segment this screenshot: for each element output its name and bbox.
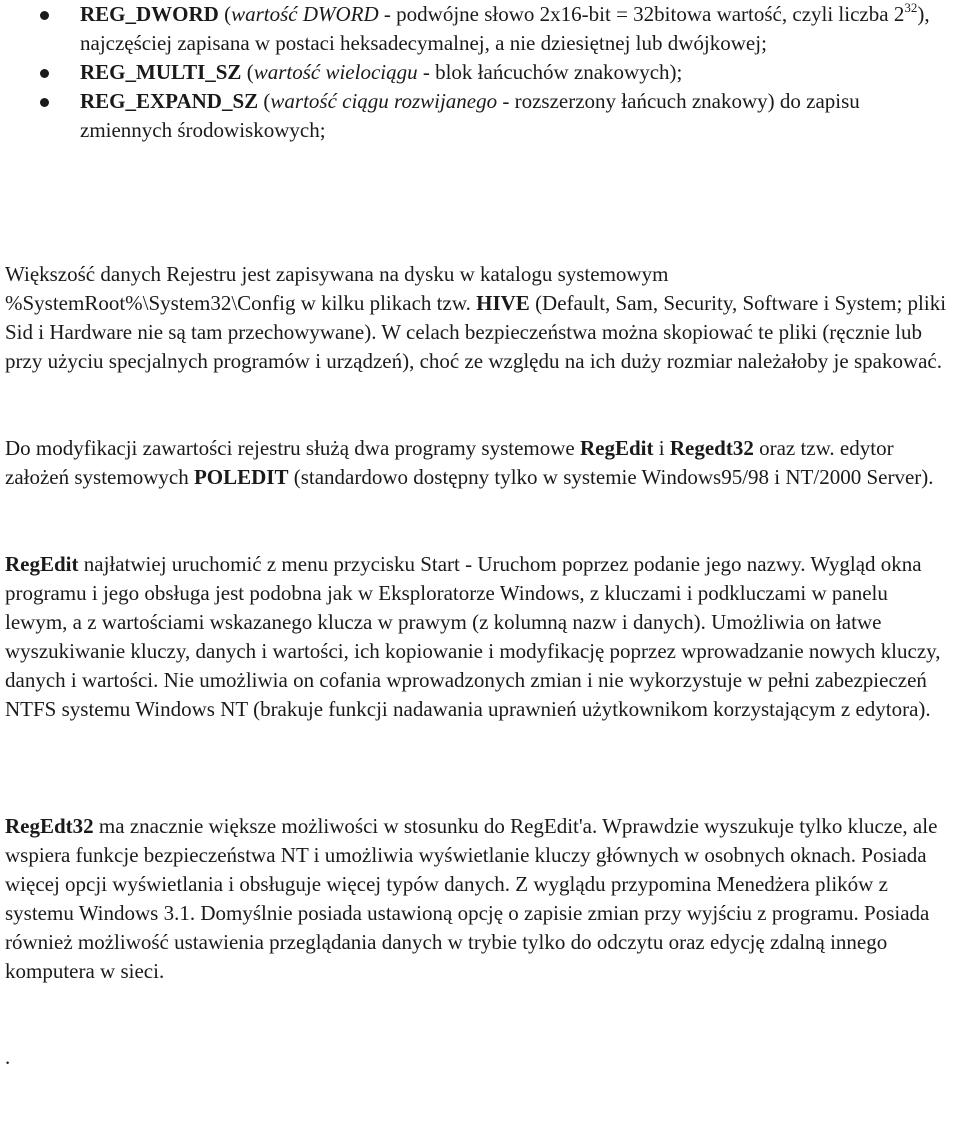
desc-text: - podwójne słowo 2x16-bit = 32bitowa wartość, czyli liczba 2 [378, 2, 905, 26]
term-regedit: RegEdit [5, 552, 79, 576]
text-run: Do modyfikacji zawartości rejestru służą dwa programy systemowe [5, 436, 580, 460]
term-poledit: POLEDIT [193, 465, 289, 489]
term-reg-dword: REG_DWORD [80, 2, 219, 26]
term-regedt32: Regedt32 [669, 436, 754, 460]
paragraph-trailing-dot [5, 1043, 955, 1072]
text-run: . [5, 1045, 11, 1069]
text-run: ma znacznie większe możliwości w stosunku do RegEdit'a. Wprawdzie wyszukuje tylko klucze, ale wspiera funkcje bezpieczeństwa NT i umożliwia wyświetlanie kluczy głównych w osobnych oknach. Posiada więcej opcji wyświetlania i obsługuje więcej typów danych. Z wyglądu przypomina Menedżera plików z systemu Windows 3.1. Domyślnie posiada ustawioną opcję o zapisie zmian przy wyjściu z programu. Posiada również możliwość ustawienia przeglądania danych w trybie tylko do odczytu oraz edycję zdalną innego komputera w sieci. [5, 814, 938, 983]
paragraph-registry-editors [5, 434, 955, 492]
text-run: (standardowo dostępny tylko w systemie Windows95/98 i NT/2000 Server). [288, 465, 934, 489]
list-item-reg-multi-sz: REG_MULTI_SZ (wartość wielociągu - blok łańcuchów znakowych); [0, 58, 960, 87]
italic-desc: wartość ciągu rozwijanego [270, 89, 498, 113]
term-regedit: RegEdit [580, 436, 654, 460]
superscript: 32 [904, 0, 918, 15]
paragraph-registry-storage [5, 260, 955, 376]
term-hive: HIVE [476, 291, 530, 315]
text-run: (Default, Sam, Security, Software i System; pliki Sid i Hardware nie są tam przechowywane). W celach bezpieczeństwa można skopiować te pliki (ręcznie lub przy użyciu specjalnych programów i urządzeń), choć ze względu na ich duży rozmiar należałoby je spakować. [5, 291, 947, 373]
bullet-icon [40, 11, 49, 20]
term-reg-multi-sz: REG_MULTI_SZ [80, 60, 242, 84]
bullet-icon [40, 98, 49, 107]
bullet-icon [40, 69, 49, 78]
desc-text: - blok łańcuchów znakowych); [417, 60, 683, 84]
paragraph-regedit [5, 550, 955, 724]
registry-type-list [0, 0, 960, 145]
text-run: najłatwiej uruchomić z menu przycisku Start - Uruchom poprzez podanie jego nazwy. Wygląd okna programu i jego obsługa jest podobna jak w Eksploratorze Windows, z kluczami i podkluczami w panelu lewym, a z wartościami wskazanego klucza w prawym (z kolumną nazw i danych). Umożliwia on łatwe wyszukiwanie kluczy, danych i wartości, ich kopiowanie i modyfikację poprzez wprowadzanie nowych kluczy, danych i wartości. Nie umożliwia on cofania wprowadzonych zmian i nie wykorzystuje w pełni zabezpieczeń NTFS systemu Windows NT (brakuje funkcji nadawania uprawnień użytkownikom korzystającym z edytora). [5, 552, 941, 721]
desc-text: - rozszerzony łańcuch znakowy) do zapisu zmiennych środowiskowych; [80, 89, 860, 142]
term-regedt32: RegEdt32 [5, 814, 94, 838]
text-run: oraz tzw. edytor założeń systemowych [5, 436, 894, 489]
desc-text: ), najczęściej zapisana w postaci heksadecymalnej, a nie dziesiętnej lub dwójkowej; [80, 2, 930, 55]
list-item-reg-dword: REG_DWORD (wartość DWORD - podwójne słowo 2x16-bit = 32bitowa wartość, czyli liczba $2^{32}$), najczęściej zapisana w postaci heksadecymalnej, a nie dziesiętnej lub dwójkowej; [0, 0, 960, 58]
italic-desc: wartość DWORD [231, 2, 379, 26]
list-item-reg-expand-sz: REG_EXPAND_SZ (wartość ciągu rozwijanego - rozszerzony łańcuch znakowy) do zapisu zmiennych środowiskowych; [0, 87, 960, 145]
text-run: Większość danych Rejestru jest zapisywana na dysku w katalogu systemowym %SystemRoot%\System32\Config w kilku plikach tzw. [5, 262, 669, 315]
italic-desc: wartość wielociągu [253, 60, 418, 84]
paragraph-regedt32 [5, 812, 955, 986]
text-run: i [653, 436, 670, 460]
term-reg-expand-sz: REG_EXPAND_SZ [80, 89, 259, 113]
